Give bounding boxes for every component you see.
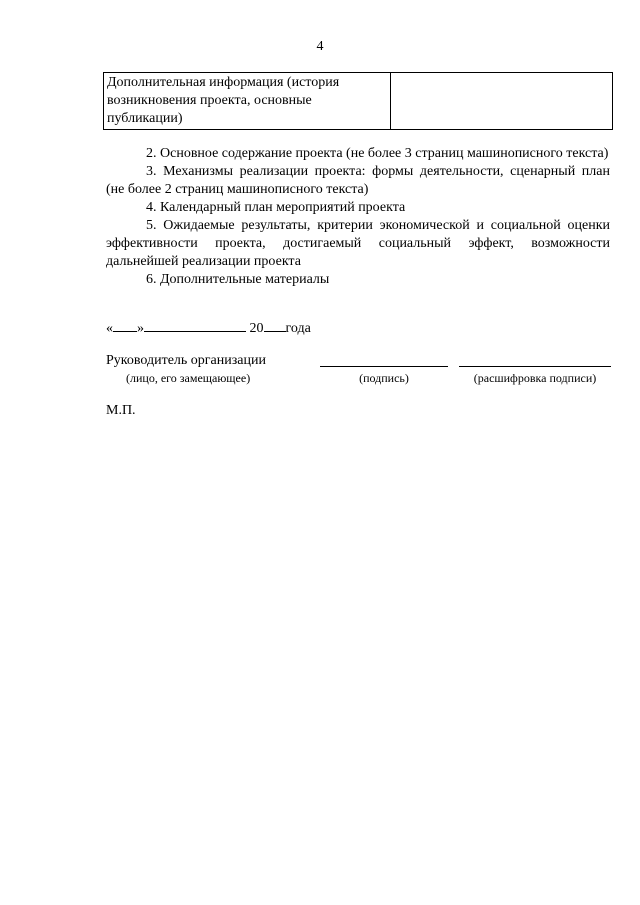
table-value-cell: [391, 73, 613, 130]
date-line: [106, 317, 311, 338]
date-open-quote: «: [106, 321, 113, 336]
stamp-label: М.П.: [106, 403, 136, 418]
signature-sub-label: (подпись): [359, 371, 409, 385]
decode-line: [459, 366, 611, 367]
table-row: [104, 73, 613, 130]
head-sub-label: (лицо, его замещающее): [126, 371, 251, 385]
content-item: 5. Ожидаемые результаты, критерии экономической и социальной оценки эффективности проекта, достигаемый социальный эффект, возможности дальнейшей реализации проекта: [106, 218, 610, 269]
content-item: 3. Механизмы реализации проекта: формы деятельности, сценарный план (не более 2 страниц машинописного текста): [106, 164, 610, 197]
signature-block: [106, 352, 614, 392]
month-blank: [144, 317, 246, 332]
head-label: Руководитель организации: [106, 353, 266, 368]
content-list: [106, 145, 610, 289]
content-item: 4. Календарный план мероприятий проекта: [146, 200, 406, 215]
date-close-quote: »: [137, 321, 144, 336]
info-table: [103, 72, 613, 130]
day-blank: [113, 317, 137, 332]
page-number: 4: [316, 39, 324, 54]
year-suffix: года: [285, 321, 311, 336]
year-blank: [264, 317, 286, 332]
year-prefix: 20: [249, 321, 264, 336]
table-label-cell: Дополнительная информация (история возникновения проекта, основные публикации): [104, 73, 391, 130]
decode-sub-label: (расшифровка подписи): [473, 371, 597, 385]
content-item: 2. Основное содержание проекта (не более 3 страниц машинописного текста): [146, 146, 609, 161]
signature-line: [320, 366, 448, 367]
content-item: 6. Дополнительные материалы: [146, 272, 330, 287]
